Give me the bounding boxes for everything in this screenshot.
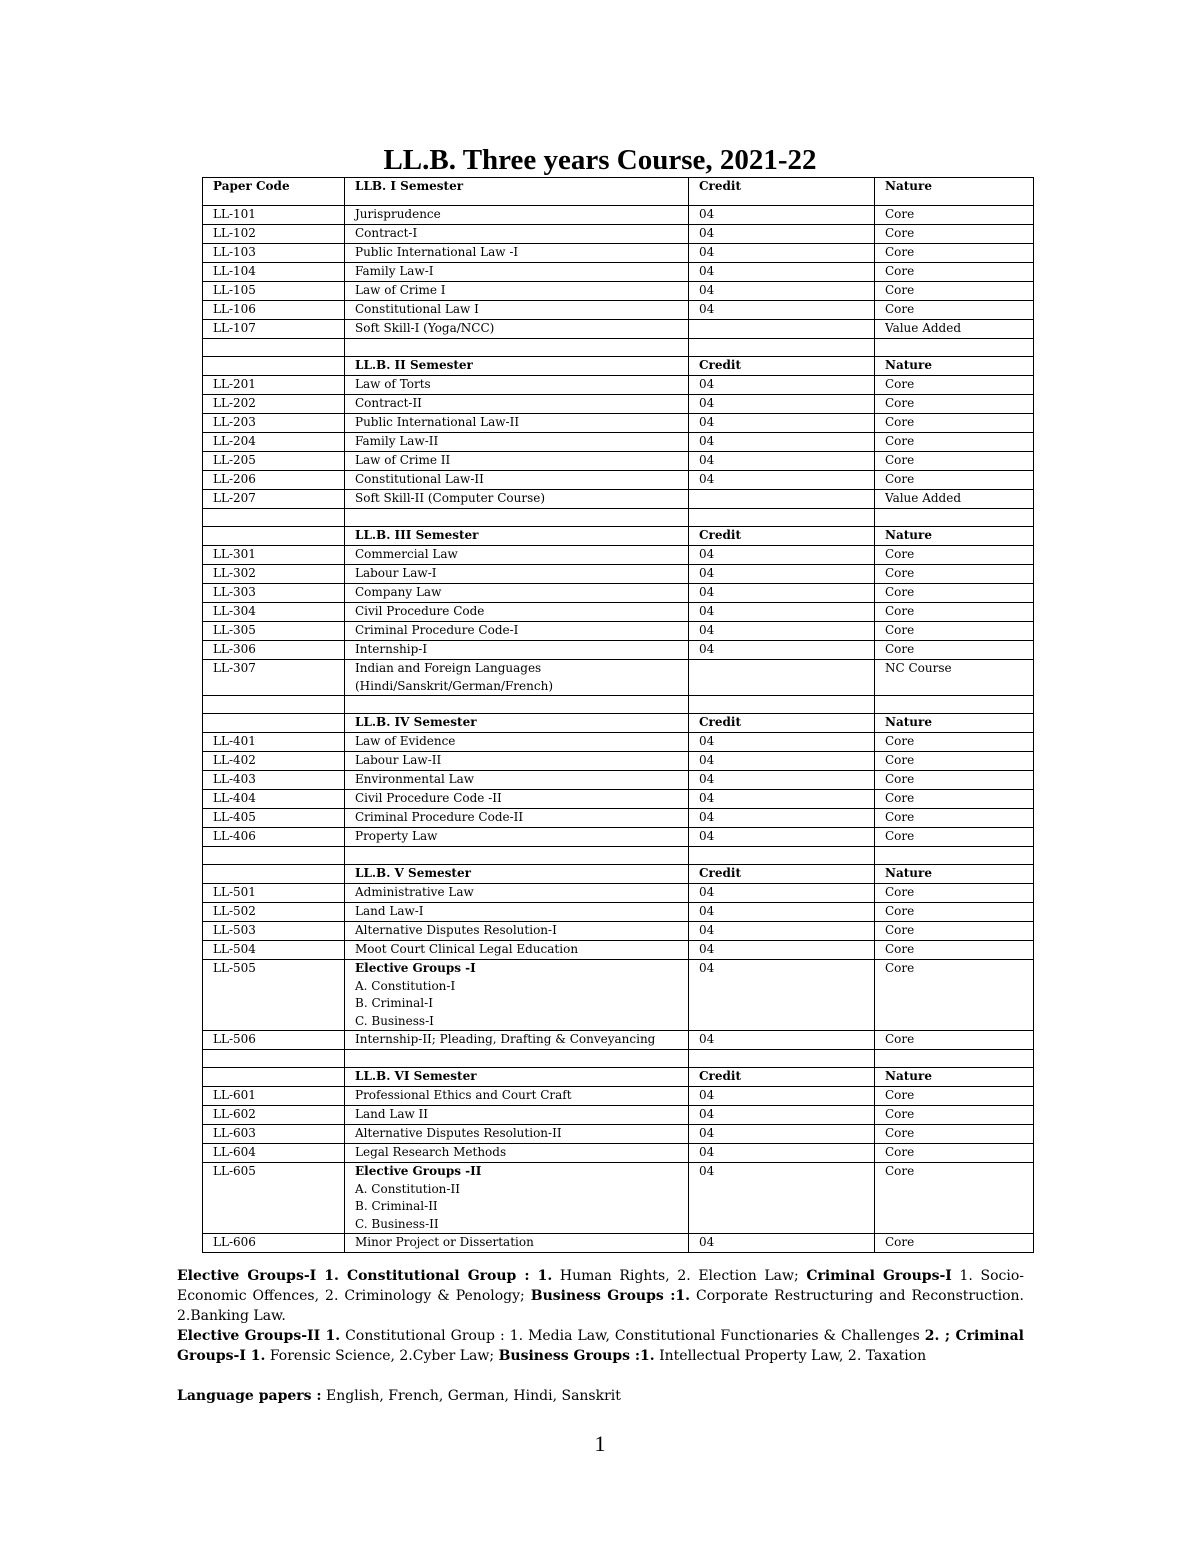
note-text: Intellectual Property Law, 2. Taxation <box>654 1348 927 1364</box>
paper-title <box>345 1163 689 1234</box>
paper-credit <box>689 320 875 339</box>
paper-credit: 04 <box>689 433 875 452</box>
table-row <box>203 584 1034 603</box>
paper-code: LL-306 <box>203 641 345 660</box>
paper-code: LL-204 <box>203 433 345 452</box>
paper-title: Property Law <box>345 828 689 847</box>
paper-credit: 04 <box>689 641 875 660</box>
table-row <box>203 282 1034 301</box>
paper-nature: Core <box>875 244 1034 263</box>
table-row <box>203 414 1034 433</box>
elective-option: B. Criminal-I <box>355 996 433 1010</box>
paper-title: Family Law-II <box>345 433 689 452</box>
paper-credit: 04 <box>689 884 875 903</box>
blank-row <box>203 696 1034 714</box>
semester-nature-heading: Nature <box>875 527 1034 546</box>
paper-title: Contract-I <box>345 225 689 244</box>
paper-code: LL-606 <box>203 1234 345 1253</box>
table-row <box>203 395 1034 414</box>
paper-nature: Core <box>875 546 1034 565</box>
paper-credit: 04 <box>689 546 875 565</box>
paper-code: LL-602 <box>203 1106 345 1125</box>
paper-title: Land Law II <box>345 1106 689 1125</box>
note-bold: Business Groups :1. <box>498 1348 655 1364</box>
paper-title: Company Law <box>345 584 689 603</box>
elective-group-heading: Elective Groups -II <box>355 1164 482 1178</box>
paper-code: LL-601 <box>203 1087 345 1106</box>
paper-code: LL-304 <box>203 603 345 622</box>
paper-credit: 04 <box>689 206 875 225</box>
paper-credit: 04 <box>689 1031 875 1050</box>
paper-title <box>345 660 689 696</box>
paper-credit: 04 <box>689 1087 875 1106</box>
paper-credit: 04 <box>689 452 875 471</box>
paper-code: LL-605 <box>203 1163 345 1234</box>
paper-title: Alternative Disputes Resolution-I <box>345 922 689 941</box>
header-nature: Nature <box>875 178 1034 206</box>
paper-credit: 04 <box>689 1106 875 1125</box>
paper-nature: Core <box>875 1031 1034 1050</box>
paper-code: LL-203 <box>203 414 345 433</box>
paper-code: LL-401 <box>203 733 345 752</box>
paper-title: Criminal Procedure Code-II <box>345 809 689 828</box>
paper-code: LL-302 <box>203 565 345 584</box>
paper-title: Moot Court Clinical Legal Education <box>345 941 689 960</box>
paper-credit: 04 <box>689 395 875 414</box>
paper-nature: Core <box>875 282 1034 301</box>
paper-code: LL-405 <box>203 809 345 828</box>
paper-nature: Core <box>875 395 1034 414</box>
elective-groups-1-note <box>177 1266 1024 1326</box>
table-row <box>203 225 1034 244</box>
paper-title: Land Law-I <box>345 903 689 922</box>
paper-title-line: Indian and Foreign Languages <box>355 661 542 675</box>
table-row <box>203 903 1034 922</box>
semester-credit-heading: Credit <box>689 357 875 376</box>
paper-nature: Core <box>875 1144 1034 1163</box>
table-row <box>203 771 1034 790</box>
paper-code: LL-104 <box>203 263 345 282</box>
paper-title-line: (Hindi/Sanskrit/German/French) <box>355 678 553 693</box>
paper-title: Internship-I <box>345 641 689 660</box>
note-bold: Language papers : <box>177 1388 322 1404</box>
paper-nature: Core <box>875 828 1034 847</box>
note-text: Corporate Restructuring and Reconstruction. 2.Banking Law. <box>177 1288 1024 1324</box>
paper-code: LL-502 <box>203 903 345 922</box>
table-row <box>203 603 1034 622</box>
paper-nature: Core <box>875 565 1034 584</box>
paper-credit: 04 <box>689 1144 875 1163</box>
blank-row <box>203 1050 1034 1068</box>
paper-credit: 04 <box>689 903 875 922</box>
table-row <box>203 433 1034 452</box>
paper-nature: Core <box>875 733 1034 752</box>
paper-title: Public International Law -I <box>345 244 689 263</box>
table-row <box>203 641 1034 660</box>
elective-notes <box>177 1266 1024 1406</box>
elective-option: A. Constitution-II <box>355 1181 460 1196</box>
table-row <box>203 922 1034 941</box>
table-row <box>203 828 1034 847</box>
semester-title: LL.B. V Semester <box>345 865 689 884</box>
table-row <box>203 1087 1034 1106</box>
paper-credit: 04 <box>689 376 875 395</box>
paper-title <box>345 960 689 1031</box>
paper-credit: 04 <box>689 584 875 603</box>
paper-code: LL-303 <box>203 584 345 603</box>
table-row <box>203 809 1034 828</box>
paper-code: LL-506 <box>203 1031 345 1050</box>
paper-credit: 04 <box>689 263 875 282</box>
paper-nature: Core <box>875 414 1034 433</box>
table-row <box>203 884 1034 903</box>
table-row <box>203 376 1034 395</box>
page-title: LL.B. Three years Course, 2021-22 <box>383 144 817 176</box>
table-row <box>203 1234 1034 1253</box>
table-row <box>203 1144 1034 1163</box>
paper-credit: 04 <box>689 622 875 641</box>
paper-credit: 04 <box>689 828 875 847</box>
paper-nature: Core <box>875 641 1034 660</box>
paper-nature: Core <box>875 941 1034 960</box>
elective-option: C. Business-II <box>355 1216 439 1231</box>
paper-nature: Core <box>875 884 1034 903</box>
paper-credit: 04 <box>689 1163 875 1234</box>
semester-nature-heading: Nature <box>875 714 1034 733</box>
paper-code: LL-305 <box>203 622 345 641</box>
semester-credit-heading: Credit <box>689 527 875 546</box>
paper-code: LL-301 <box>203 546 345 565</box>
paper-nature: Core <box>875 1163 1034 1234</box>
note-bold: Elective Groups-I 1. Constitutional Group : 1. <box>177 1268 553 1284</box>
paper-code: LL-107 <box>203 320 345 339</box>
paper-code: LL-102 <box>203 225 345 244</box>
table-row <box>203 960 1034 1031</box>
table-row <box>203 622 1034 641</box>
paper-code: LL-604 <box>203 1144 345 1163</box>
paper-title: Public International Law-II <box>345 414 689 433</box>
paper-title: Constitutional Law-II <box>345 471 689 490</box>
paper-nature: Core <box>875 771 1034 790</box>
semester-header-row <box>203 865 1034 884</box>
paper-credit: 04 <box>689 225 875 244</box>
paper-credit: 04 <box>689 244 875 263</box>
semester-credit-heading: Credit <box>689 714 875 733</box>
paper-title: Internship-II; Pleading, Drafting & Conveyancing <box>345 1031 689 1050</box>
semester-header-row <box>203 1068 1034 1087</box>
table-row <box>203 733 1034 752</box>
blank-row <box>203 847 1034 865</box>
paper-nature: Core <box>875 1234 1034 1253</box>
paper-code: LL-207 <box>203 490 345 509</box>
paper-code: LL-603 <box>203 1125 345 1144</box>
paper-credit: 04 <box>689 941 875 960</box>
paper-code: LL-103 <box>203 244 345 263</box>
paper-credit: 04 <box>689 790 875 809</box>
note-text: Human Rights, 2. Election Law; <box>552 1268 807 1284</box>
table-row <box>203 471 1034 490</box>
paper-title: Alternative Disputes Resolution-II <box>345 1125 689 1144</box>
paper-code: LL-307 <box>203 660 345 696</box>
semester-credit-heading: Credit <box>689 1068 875 1087</box>
paper-nature: Value Added <box>875 320 1034 339</box>
elective-option: C. Business-I <box>355 1013 434 1028</box>
paper-nature: Core <box>875 301 1034 320</box>
paper-title: Labour Law-I <box>345 565 689 584</box>
paper-code: LL-404 <box>203 790 345 809</box>
paper-credit <box>689 490 875 509</box>
table-row <box>203 1106 1034 1125</box>
paper-nature: Core <box>875 960 1034 1031</box>
semester-title: LL.B. II Semester <box>345 357 689 376</box>
paper-credit: 04 <box>689 603 875 622</box>
paper-title: Civil Procedure Code <box>345 603 689 622</box>
paper-title: Law of Evidence <box>345 733 689 752</box>
table-row <box>203 490 1034 509</box>
paper-credit: 04 <box>689 1125 875 1144</box>
paper-credit: 04 <box>689 471 875 490</box>
paper-title: Jurisprudence <box>345 206 689 225</box>
note-bold: Elective Groups-II 1. <box>177 1328 341 1344</box>
paper-title: Law of Crime I <box>345 282 689 301</box>
paper-title: Law of Torts <box>345 376 689 395</box>
paper-nature: Core <box>875 603 1034 622</box>
semester-nature-heading: Nature <box>875 1068 1034 1087</box>
paper-nature: Core <box>875 452 1034 471</box>
blank-row <box>203 509 1034 527</box>
paper-title: Minor Project or Dissertation <box>345 1234 689 1253</box>
table-row <box>203 752 1034 771</box>
paper-title: Law of Crime II <box>345 452 689 471</box>
paper-nature: Core <box>875 1106 1034 1125</box>
semester-credit-heading: Credit <box>689 865 875 884</box>
paper-nature: Core <box>875 584 1034 603</box>
table-row <box>203 301 1034 320</box>
paper-code: LL-202 <box>203 395 345 414</box>
paper-title: Constitutional Law I <box>345 301 689 320</box>
page-number: 1 <box>594 1431 606 1456</box>
header-semester: LLB. I Semester <box>345 178 689 206</box>
paper-nature: Core <box>875 433 1034 452</box>
paper-credit: 04 <box>689 1234 875 1253</box>
paper-code: LL-101 <box>203 206 345 225</box>
paper-code: LL-504 <box>203 941 345 960</box>
paper-nature: Core <box>875 790 1034 809</box>
paper-title: Civil Procedure Code -II <box>345 790 689 809</box>
paper-nature: Core <box>875 1087 1034 1106</box>
paper-nature: Core <box>875 903 1034 922</box>
paper-nature: Core <box>875 471 1034 490</box>
paper-code: LL-105 <box>203 282 345 301</box>
header-credit: Credit <box>689 178 875 206</box>
header-paper-code: Paper Code <box>203 178 345 206</box>
paper-code: LL-201 <box>203 376 345 395</box>
paper-nature: Core <box>875 225 1034 244</box>
table-row <box>203 790 1034 809</box>
paper-title: Criminal Procedure Code-I <box>345 622 689 641</box>
note-bold: 2. ; Criminal Groups-I 1. <box>177 1328 1024 1364</box>
table-row <box>203 1163 1034 1234</box>
paper-credit: 04 <box>689 960 875 1031</box>
elective-groups-2-note <box>177 1326 1024 1366</box>
paper-credit: 04 <box>689 922 875 941</box>
paper-nature: Core <box>875 622 1034 641</box>
table-row <box>203 565 1034 584</box>
table-row <box>203 660 1034 696</box>
paper-nature: Core <box>875 206 1034 225</box>
blank-row <box>203 339 1034 357</box>
paper-code: LL-403 <box>203 771 345 790</box>
semester-title: LL.B. IV Semester <box>345 714 689 733</box>
paper-nature: Core <box>875 922 1034 941</box>
table-row <box>203 263 1034 282</box>
semester-title: LL.B. III Semester <box>345 527 689 546</box>
paper-credit: 04 <box>689 414 875 433</box>
table-row <box>203 1031 1034 1050</box>
paper-credit: 04 <box>689 752 875 771</box>
paper-title: Commercial Law <box>345 546 689 565</box>
elective-group-heading: Elective Groups -I <box>355 961 476 975</box>
paper-title: Labour Law-II <box>345 752 689 771</box>
note-bold: Criminal Groups-I <box>806 1268 952 1284</box>
paper-nature: Core <box>875 752 1034 771</box>
paper-nature: Value Added <box>875 490 1034 509</box>
language-papers-note <box>177 1386 1024 1406</box>
paper-title: Professional Ethics and Court Craft <box>345 1087 689 1106</box>
paper-code: LL-501 <box>203 884 345 903</box>
paper-code: LL-106 <box>203 301 345 320</box>
paper-title: Contract-II <box>345 395 689 414</box>
table-row <box>203 546 1034 565</box>
table-row <box>203 320 1034 339</box>
paper-credit: 04 <box>689 565 875 584</box>
semester-header-row <box>203 527 1034 546</box>
paper-credit: 04 <box>689 282 875 301</box>
paper-title: Environmental Law <box>345 771 689 790</box>
table-row <box>203 244 1034 263</box>
paper-code: LL-503 <box>203 922 345 941</box>
paper-credit: 04 <box>689 771 875 790</box>
semester-header-row <box>203 357 1034 376</box>
paper-code: LL-406 <box>203 828 345 847</box>
semester-nature-heading: Nature <box>875 357 1034 376</box>
paper-nature: Core <box>875 809 1034 828</box>
paper-title: Family Law-I <box>345 263 689 282</box>
paper-nature: NC Course <box>875 660 1034 696</box>
paper-nature: Core <box>875 376 1034 395</box>
table-header-row <box>203 178 1034 206</box>
course-table <box>202 177 1034 1253</box>
paper-nature: Core <box>875 1125 1034 1144</box>
table-row <box>203 1125 1034 1144</box>
semester-nature-heading: Nature <box>875 865 1034 884</box>
paper-code: LL-505 <box>203 960 345 1031</box>
paper-title: Administrative Law <box>345 884 689 903</box>
paper-credit <box>689 660 875 696</box>
elective-option: A. Constitution-I <box>355 978 456 993</box>
table-row <box>203 452 1034 471</box>
paper-code: LL-402 <box>203 752 345 771</box>
note-text: English, French, German, Hindi, Sanskrit <box>321 1388 621 1404</box>
table-row <box>203 941 1034 960</box>
elective-option: B. Criminal-II <box>355 1199 438 1213</box>
paper-code: LL-206 <box>203 471 345 490</box>
note-text: Forensic Science, 2.Cyber Law; <box>265 1348 499 1364</box>
note-text: Constitutional Group : 1. Media Law, Constitutional Functionaries & Challenges <box>340 1328 925 1344</box>
paper-credit: 04 <box>689 733 875 752</box>
paper-code: LL-205 <box>203 452 345 471</box>
semester-title: LL.B. VI Semester <box>345 1068 689 1087</box>
note-text: 1. Socio-Economic Offences, 2. Criminology & Penology; <box>177 1268 1024 1304</box>
table-row <box>203 206 1034 225</box>
paper-title: Soft Skill-I (Yoga/NCC) <box>345 320 689 339</box>
paper-nature: Core <box>875 263 1034 282</box>
semester-header-row <box>203 714 1034 733</box>
paper-credit: 04 <box>689 809 875 828</box>
paper-credit: 04 <box>689 301 875 320</box>
note-bold: Business Groups :1. <box>530 1288 690 1304</box>
paper-title: Legal Research Methods <box>345 1144 689 1163</box>
paper-title: Soft Skill-II (Computer Course) <box>345 490 689 509</box>
